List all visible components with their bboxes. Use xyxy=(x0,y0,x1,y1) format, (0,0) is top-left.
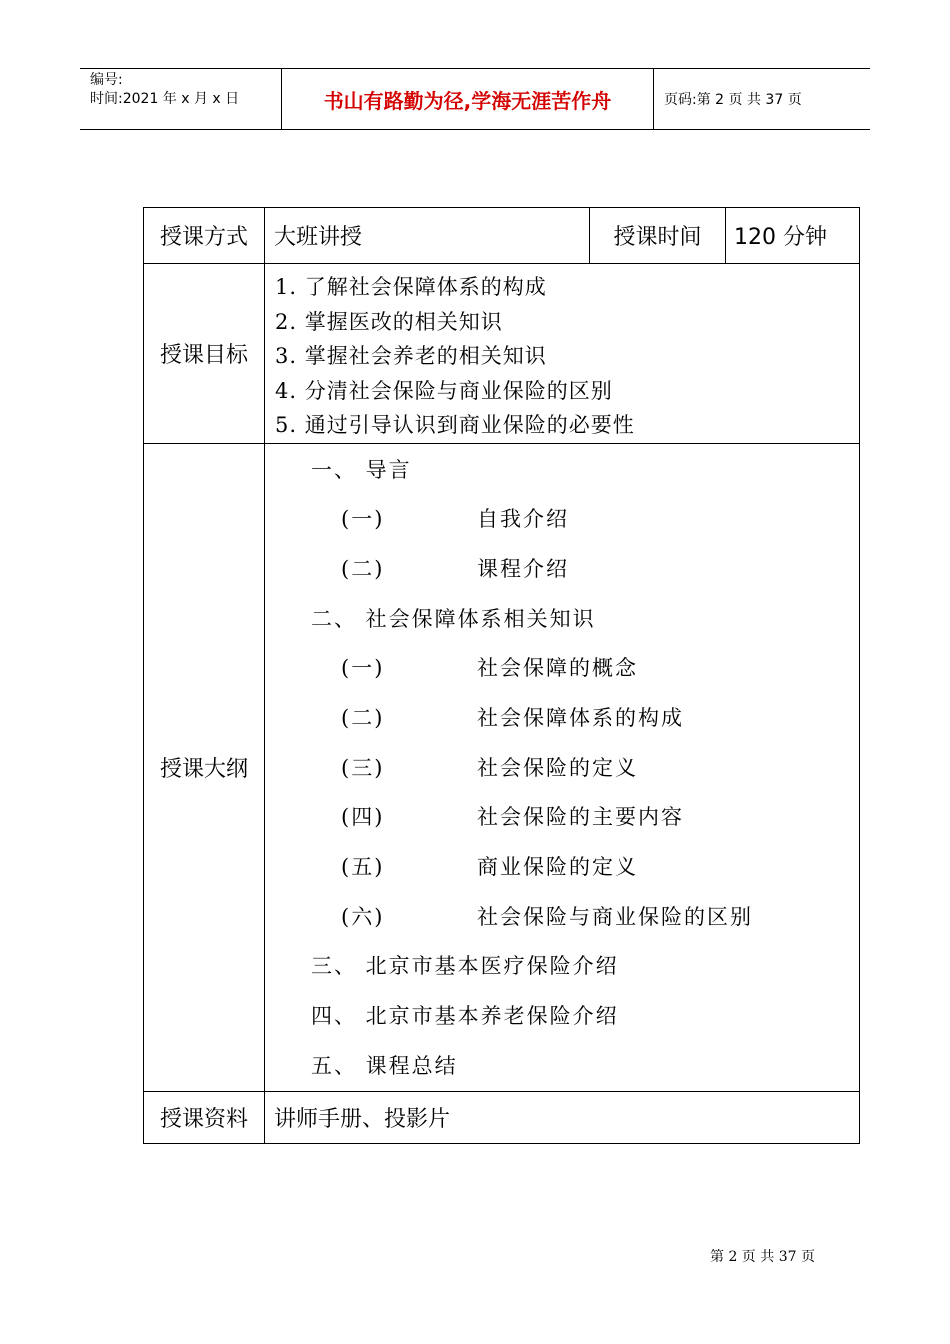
mode-row xyxy=(144,208,860,264)
mode-value: 大班讲授 xyxy=(265,208,590,264)
outline-sub-title: 社会保障的概念 xyxy=(477,656,638,681)
goal-item: 3. 掌握社会养老的相关知识 xyxy=(275,344,547,368)
outline-section xyxy=(265,593,859,643)
outline-subsection xyxy=(265,692,859,742)
outline-subsection xyxy=(265,742,859,792)
outline-subsection xyxy=(265,891,859,941)
time-label: 授课时间 xyxy=(590,208,726,264)
mode-label: 授课方式 xyxy=(144,208,265,264)
outline-row xyxy=(144,443,860,1091)
materials-row xyxy=(144,1091,860,1143)
outline-sub-title: 社会保险的主要内容 xyxy=(477,805,684,830)
outline-sub-title: 课程介绍 xyxy=(477,556,569,581)
outline-section-title: 五、 课程总结 xyxy=(311,1053,458,1078)
goal-item: 4. 分清社会保险与商业保险的区别 xyxy=(275,378,613,403)
header-meta xyxy=(80,69,281,129)
goals-list xyxy=(265,264,860,444)
outline-sub-number: (二) xyxy=(341,705,385,730)
doc-code-label: 编号: xyxy=(90,72,123,88)
time-value: 120 分钟 xyxy=(726,208,860,264)
outline-sub-number: (五) xyxy=(341,855,385,879)
outline-subsection xyxy=(265,493,859,543)
outline-section xyxy=(265,940,859,990)
outline-section-title: 一、 导言 xyxy=(311,457,412,482)
outline-list xyxy=(265,443,860,1091)
outline-sub-title: 社会保障体系的构成 xyxy=(477,705,684,730)
outline-sub-number: (三) xyxy=(341,755,385,780)
outline-sub-title: 商业保险的定义 xyxy=(477,855,638,879)
lesson-plan-table xyxy=(143,207,860,1144)
goal-item: 1. 了解社会保障体系的构成 xyxy=(275,275,547,299)
outline-sub-number: (四) xyxy=(341,805,385,830)
outline-section-title: 四、 北京市基本养老保险介绍 xyxy=(311,1004,619,1029)
materials-value: 讲师手册、投影片 xyxy=(265,1091,860,1143)
outline-sub-number: (一) xyxy=(341,656,385,681)
goal-item: 2. 掌握医改的相关知识 xyxy=(275,309,503,334)
outline-sub-title: 自我介绍 xyxy=(477,507,569,532)
outline-section xyxy=(265,990,859,1040)
outline-sub-number: (一) xyxy=(341,507,385,532)
outline-section xyxy=(265,1040,859,1090)
goal-item: 5. 通过引导认识到商业保险的必要性 xyxy=(275,413,635,437)
materials-label: 授课资料 xyxy=(144,1091,265,1143)
doc-time-label: 时间:2021 年 x 月 x 日 xyxy=(90,91,240,107)
outline-section-title: 三、 北京市基本医疗保险介绍 xyxy=(311,954,619,979)
outline-subsection xyxy=(265,841,859,891)
goals-label: 授课目标 xyxy=(144,264,265,444)
header-page-number: 页码:第 2 页 共 37 页 xyxy=(664,92,802,108)
outline-subsection xyxy=(265,543,859,593)
outline-section-title: 二、 社会保障体系相关知识 xyxy=(311,606,596,631)
page-footer: 第 2 页 共 37 页 xyxy=(710,1249,815,1265)
outline-section xyxy=(265,444,859,494)
outline-label: 授课大纲 xyxy=(144,443,265,1091)
page-header xyxy=(80,68,870,130)
outline-subsection xyxy=(265,791,859,841)
outline-subsection xyxy=(265,642,859,692)
outline-sub-number: (二) xyxy=(341,556,385,581)
header-motto: 书山有路勤为径,学海无涯苦作舟 xyxy=(281,69,654,129)
goals-row xyxy=(144,264,860,444)
outline-sub-title: 社会保险的定义 xyxy=(477,755,638,780)
outline-sub-title: 社会保险与商业保险的区别 xyxy=(477,904,753,929)
outline-sub-number: (六) xyxy=(341,904,385,929)
